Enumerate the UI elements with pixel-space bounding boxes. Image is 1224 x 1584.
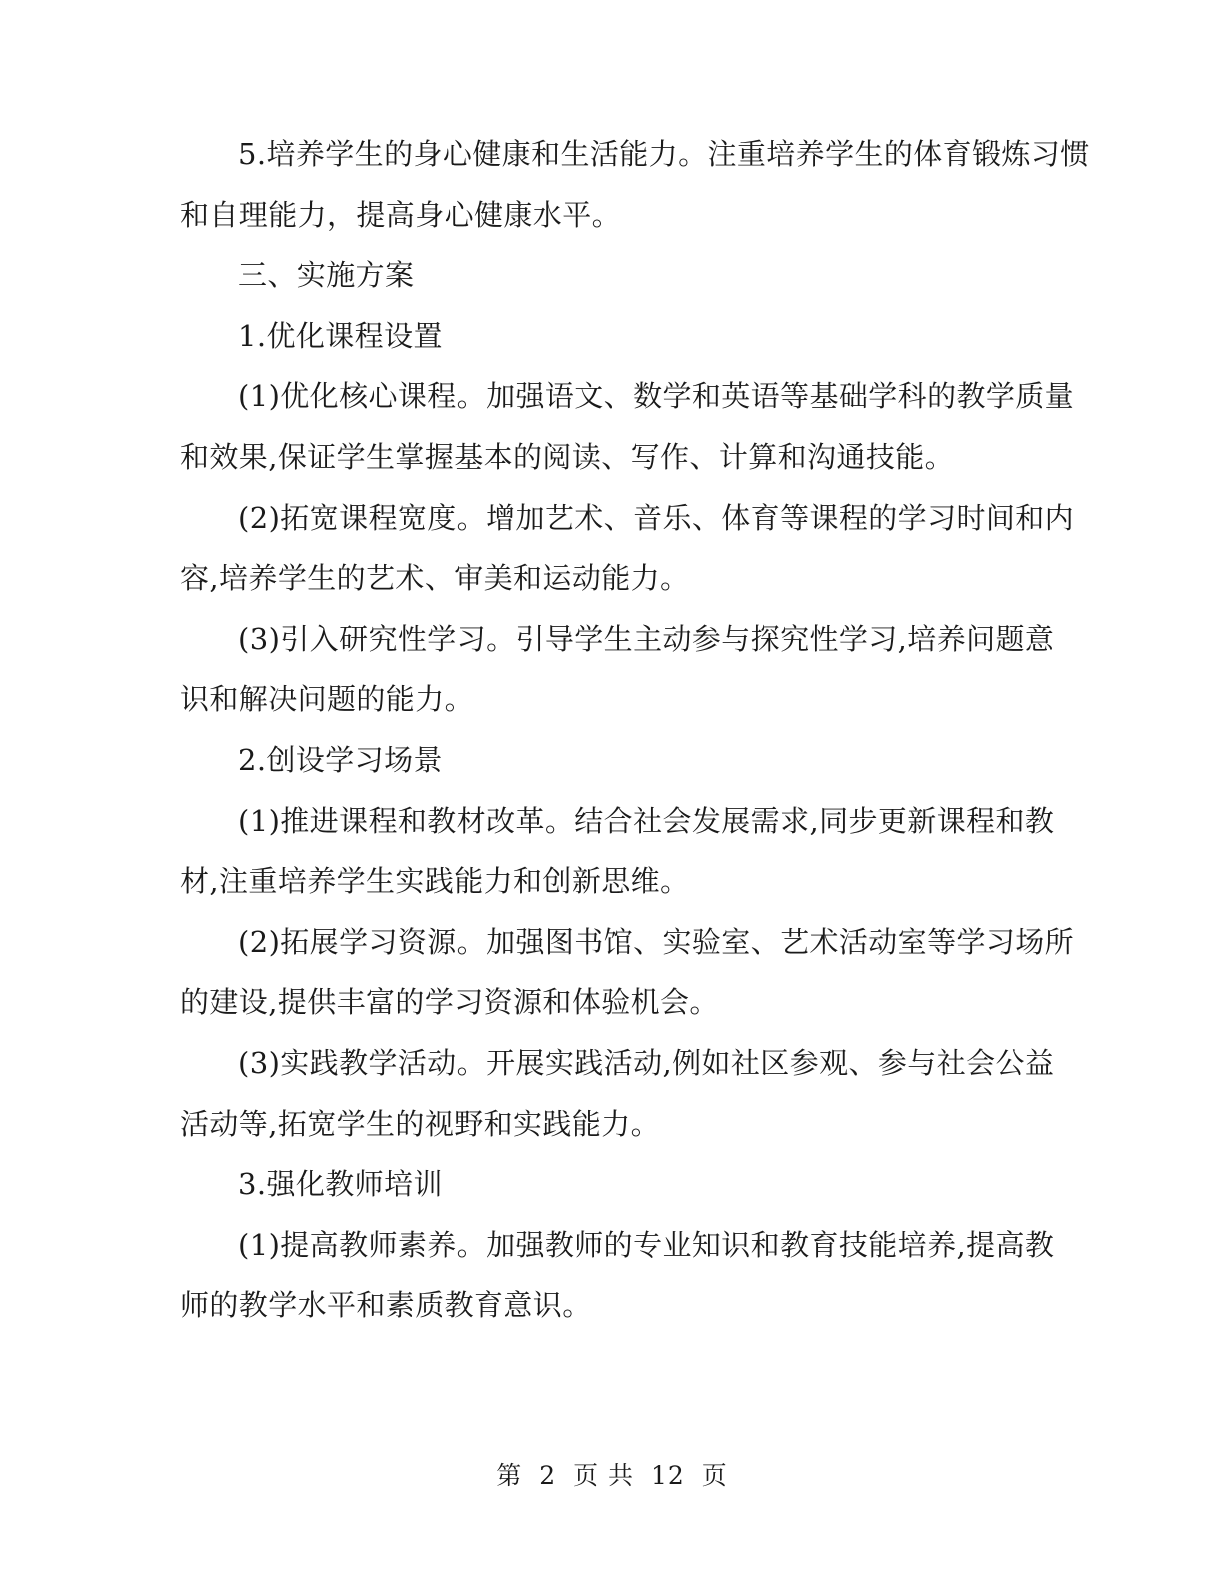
body-line: 的建设,提供丰富的学习资源和体验机会。 <box>180 985 719 1020</box>
body-line: 活动等,拓宽学生的视野和实践能力。 <box>180 1106 661 1141</box>
subsection-heading: 1.优化课程设置 <box>238 318 443 353</box>
document-body <box>180 124 1090 1336</box>
body-line: (1)推进课程和教材改革。结合社会发展需求,同步更新课程和教 <box>238 803 1055 838</box>
subsection-heading: 2.创设学习场景 <box>238 742 443 777</box>
body-line: (2)拓宽课程宽度。增加艺术、音乐、体育等课程的学习时间和内 <box>238 500 1075 535</box>
body-line: (1)提高教师素养。加强教师的专业知识和教育技能培养,提高教 <box>238 1227 1055 1262</box>
body-line: 5.培养学生的身心健康和生活能力。注重培养学生的体育锻炼习惯 <box>238 137 1090 171</box>
body-line: 容,培养学生的艺术、审美和运动能力。 <box>180 561 690 596</box>
body-line: (3)实践教学活动。开展实践活动,例如社区参观、参与社会公益 <box>238 1045 1055 1080</box>
subsection-heading: 3.强化教师培训 <box>238 1167 443 1202</box>
body-line: 和效果,保证学生掌握基本的阅读、写作、计算和沟通技能。 <box>180 439 955 474</box>
body-line: 师的教学水平和素质教育意识。 <box>180 1288 592 1323</box>
body-line: 识和解决问题的能力。 <box>180 682 475 717</box>
body-line: (3)引入研究性学习。引导学生主动参与探究性学习,培养问题意 <box>238 621 1055 656</box>
body-line: (2)拓展学习资源。加强图书馆、实验室、艺术活动室等学习场所 <box>238 924 1075 959</box>
footer-suffix: 页 <box>701 1461 728 1490</box>
footer-mid: 页 共 <box>573 1461 635 1490</box>
body-line: 材,注重培养学生实践能力和创新思维。 <box>180 864 690 899</box>
footer-prefix: 第 <box>496 1461 523 1490</box>
body-line: (1)优化核心课程。加强语文、数学和英语等基础学科的教学质量 <box>238 379 1075 414</box>
page-total: 12 <box>650 1461 685 1490</box>
body-line: 和自理能力，提高身心健康水平。 <box>180 197 622 232</box>
page-footer <box>0 1458 1224 1494</box>
page-number: 2 <box>539 1461 557 1490</box>
section-heading: 三、实施方案 <box>238 258 415 293</box>
